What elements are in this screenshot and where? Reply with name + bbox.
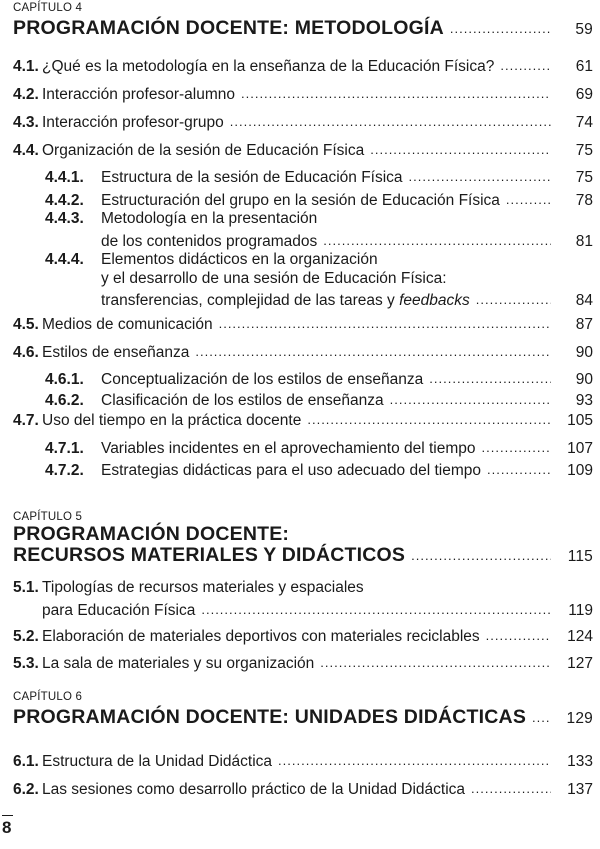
entry-text: Estilos de enseñanza [42, 343, 190, 361]
page-ref: 105 [567, 411, 593, 429]
entry-text: Estructura de la sesión de Educación Física [101, 168, 403, 186]
entry-text: Conceptualización de los estilos de enseñanza [101, 370, 424, 388]
toc-entry[interactable] [13, 313, 593, 334]
dot-leader [476, 289, 551, 305]
page-ref: 87 [575, 315, 593, 333]
toc-subentry[interactable] [13, 368, 593, 389]
entry-text: Uso del tiempo en la práctica docente [42, 411, 302, 429]
entry-number: 4.2. [13, 85, 39, 103]
entry-text: Medios de comunicación [42, 315, 213, 333]
dot-leader [230, 111, 551, 127]
toc-entry[interactable] [13, 341, 593, 362]
dot-leader [241, 83, 551, 99]
toc-subentry-line[interactable] [13, 210, 593, 228]
dot-leader [201, 599, 551, 615]
toc-entry[interactable] [13, 652, 593, 673]
dot-leader [278, 750, 551, 766]
entry-text: de los contenidos programados [101, 232, 318, 250]
entry-number: 5.1. [13, 579, 39, 596]
entry-number: 4.5. [13, 315, 39, 333]
toc-subentry[interactable] [13, 189, 593, 210]
dot-leader [487, 459, 551, 475]
entry-number: 4.1. [13, 57, 39, 75]
toc-subentry[interactable] [13, 230, 593, 251]
entry-text: Organización de la sesión de Educación Física [42, 141, 365, 159]
toc-entry[interactable] [13, 83, 593, 104]
page-ref: 124 [567, 627, 593, 645]
toc-subentry[interactable] [13, 389, 593, 410]
dot-leader [500, 55, 551, 71]
page-ref: 137 [567, 780, 593, 798]
page-ref: 61 [575, 57, 593, 75]
entry-number: 4.7.2. [45, 461, 84, 479]
dot-leader [486, 625, 551, 641]
chapter-title-line: PROGRAMACIÓN DOCENTE: [13, 523, 290, 545]
entry-number: 4.6.2. [45, 391, 84, 409]
entry-number: 4.4.3. [45, 210, 84, 227]
toc-entry[interactable] [13, 111, 593, 132]
page-ref: 84 [575, 291, 593, 309]
entry-number: 4.4. [13, 141, 39, 159]
entry-text-line: y el desarrollo de una sesión de Educación Física: [101, 270, 447, 287]
entry-text-line: Metodología en la presentación [101, 210, 318, 227]
entry-number: 5.2. [13, 627, 39, 645]
toc-subentry[interactable] [13, 166, 593, 187]
toc-subentry-line[interactable] [13, 251, 593, 269]
dot-leader [219, 313, 551, 329]
entry-number: 6.1. [13, 752, 39, 770]
dot-leader [390, 389, 551, 405]
entry-text-line: Tipologías de recursos materiales y espaciales [42, 579, 364, 596]
dot-leader [429, 368, 551, 384]
dot-leader [320, 652, 551, 668]
entry-number: 4.6.1. [45, 370, 84, 388]
entry-number: 4.3. [13, 113, 39, 131]
page-ref: 90 [575, 370, 593, 388]
page-ref: 78 [575, 191, 593, 209]
page-ref: 90 [575, 343, 593, 361]
page-ref: 81 [575, 232, 593, 250]
page-ref: 115 [567, 547, 593, 565]
chapter-title: RECURSOS MATERIALES Y DIDÁCTICOS [13, 543, 406, 566]
toc-entry[interactable] [13, 625, 593, 646]
dot-leader [471, 778, 551, 794]
chapter-title: PROGRAMACIÓN DOCENTE: UNIDADES DIDÁCTICAS [13, 705, 527, 728]
entry-text: Clasificación de los estilos de enseñanza [101, 391, 384, 409]
chapter-title-row[interactable] [13, 541, 593, 567]
page-ref: 69 [575, 85, 593, 103]
toc-entry[interactable] [13, 409, 593, 430]
dot-leader [506, 189, 551, 205]
dot-leader [409, 166, 551, 182]
entry-text: La sala de materiales y su organización [42, 654, 315, 672]
toc-entry-line[interactable] [13, 579, 593, 597]
chapter-label: CAPÍTULO 5 [13, 511, 83, 523]
page-ref: 133 [567, 752, 593, 770]
chapter-title-row[interactable] [13, 14, 593, 40]
entry-number: 5.3. [13, 654, 39, 672]
dot-leader [323, 230, 551, 246]
entry-text: Interacción profesor-alumno [42, 85, 235, 103]
toc-subentry[interactable] [13, 289, 593, 310]
toc-subentry[interactable] [13, 459, 593, 480]
entry-number: 4.6. [13, 343, 39, 361]
entry-number: 4.4.2. [45, 191, 84, 209]
page-ref: 129 [566, 709, 593, 727]
toc-entry[interactable] [13, 778, 593, 799]
page-ref: 59 [575, 20, 593, 38]
toc-entry[interactable] [13, 55, 593, 76]
entry-number: 4.7. [13, 411, 39, 429]
dot-leader [532, 703, 551, 723]
entry-text: para Educación Física [42, 601, 196, 619]
entry-number: 6.2. [13, 780, 39, 798]
toc-entry[interactable] [13, 599, 593, 620]
entry-text: ¿Qué es la metodología en la enseñanza de la Educación Física? [42, 57, 495, 75]
toc-entry[interactable] [13, 139, 593, 160]
page-number: 8 [2, 818, 12, 837]
page-ref: 127 [567, 654, 593, 672]
page-ref: 119 [568, 601, 593, 619]
entry-text: transferencias, complejidad de las tareas y [101, 291, 400, 309]
entry-number: 4.7.1. [45, 439, 84, 457]
page-ref: 75 [575, 168, 593, 186]
dot-leader [195, 341, 551, 357]
dot-leader [482, 437, 551, 453]
entry-text-italic: feedbacks [399, 291, 470, 309]
chapter-title-row[interactable] [13, 703, 593, 729]
dot-leader [411, 541, 551, 561]
entry-text-line: Elementos didácticos en la organización [101, 251, 378, 268]
dot-leader [450, 14, 551, 34]
dot-leader [307, 409, 551, 425]
entry-text: Estructura de la Unidad Didáctica [42, 752, 273, 770]
chapter-label: CAPÍTULO 4 [13, 2, 83, 14]
page-ref: 75 [575, 141, 593, 159]
entry-text: Elaboración de materiales deportivos con materiales reciclables [42, 627, 480, 645]
entry-text: Las sesiones como desarrollo práctico de la Unidad Didáctica [42, 780, 466, 798]
chapter-title: PROGRAMACIÓN DOCENTE: METODOLOGÍA [13, 16, 444, 39]
entry-text: Estructuración del grupo en la sesión de Educación Física [101, 191, 500, 209]
page-ref: 109 [567, 461, 593, 479]
toc-subentry-line[interactable] [13, 270, 593, 288]
page-ref: 93 [575, 391, 593, 409]
entry-text: Estrategias didácticas para el uso adecuado del tiempo [101, 461, 481, 479]
entry-text: Interacción profesor-grupo [42, 113, 224, 131]
chapter-label: CAPÍTULO 6 [13, 691, 83, 703]
entry-number: 4.4.4. [45, 251, 84, 268]
toc-entry[interactable] [13, 750, 593, 771]
toc-subentry[interactable] [13, 437, 593, 458]
entry-text: Variables incidentes en el aprovechamiento del tiempo [101, 439, 476, 457]
dot-leader [370, 139, 551, 155]
entry-number: 4.4.1. [45, 168, 84, 186]
page-ref: 107 [567, 439, 593, 457]
page-ref: 74 [575, 113, 593, 131]
